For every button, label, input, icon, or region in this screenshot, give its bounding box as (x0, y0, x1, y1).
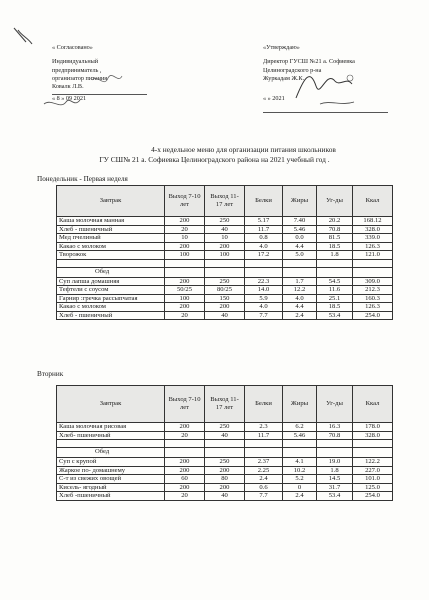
value-cell: 20 (165, 225, 205, 234)
column-header: Завтрак (57, 186, 165, 217)
value-cell: 100 (165, 251, 205, 260)
table-row (57, 277, 393, 286)
value-cell: 40 (205, 311, 245, 320)
value-cell: 19.0 (317, 458, 353, 467)
column-header: Выход 7-10 лет (165, 186, 205, 217)
value-cell: 227.0 (353, 466, 393, 475)
value-cell: 200 (165, 242, 205, 251)
section-row (57, 448, 393, 458)
dish-name-cell: Хлеб - пшеничный (57, 225, 165, 234)
value-cell: 70.8 (317, 225, 353, 234)
column-header: Выход 11-17 лет (205, 386, 245, 423)
blank-row (57, 440, 393, 448)
section-row (57, 267, 393, 277)
value-cell: 5.9 (245, 294, 283, 303)
dish-name-cell: Суп с крупой (57, 458, 165, 467)
page-title (0, 145, 429, 165)
day-label-monday: Понедельник - Первая неделя (37, 175, 128, 183)
value-cell: 7.7 (245, 492, 283, 501)
empty-cell (165, 259, 205, 267)
column-header: Белки (245, 386, 283, 423)
table-row (57, 234, 393, 243)
approval-left-line: организатор питания (52, 74, 108, 82)
value-cell: 250 (205, 217, 245, 226)
dish-name-cell: Каша молочная рисовая (57, 423, 165, 432)
value-cell: 309.0 (353, 277, 393, 286)
value-cell: 40 (205, 225, 245, 234)
value-cell: 122.2 (353, 458, 393, 467)
value-cell: 14.0 (245, 286, 283, 295)
value-cell: 168.12 (353, 217, 393, 226)
column-header: Белки (245, 186, 283, 217)
dish-name-cell: С-т из свежих овощей (57, 475, 165, 484)
value-cell: 31.7 (317, 483, 353, 492)
empty-cell (205, 448, 245, 458)
approval-right-heading: «Утверждаю» (263, 44, 300, 51)
table-row (57, 242, 393, 251)
empty-cell (165, 267, 205, 277)
approval-right-date: « » 2021 (263, 95, 285, 103)
value-cell: 250 (205, 458, 245, 467)
table-row (57, 483, 393, 492)
value-cell: 5.0 (283, 251, 317, 260)
value-cell: 50/25 (165, 286, 205, 295)
value-cell: 53.4 (317, 311, 353, 320)
value-cell: 200 (165, 277, 205, 286)
empty-cell (283, 448, 317, 458)
approval-left-line: Ковалк Л.В. (52, 83, 84, 91)
table-row (57, 225, 393, 234)
empty-cell (283, 259, 317, 267)
menu-table-tuesday (56, 385, 393, 501)
blank-row (57, 259, 393, 267)
column-header: Завтрак (57, 386, 165, 423)
empty-cell (245, 259, 283, 267)
value-cell: 25.1 (317, 294, 353, 303)
signature-scribble-left (4, 18, 144, 118)
value-cell: 5.2 (283, 475, 317, 484)
value-cell: 200 (165, 303, 205, 312)
value-cell: 4.4 (283, 242, 317, 251)
value-cell: 7.7 (245, 311, 283, 320)
value-cell: 11.7 (245, 225, 283, 234)
value-cell: 14.5 (317, 475, 353, 484)
value-cell: 16.3 (317, 423, 353, 432)
approval-left-line: предприниматель , (52, 66, 102, 74)
column-header: Уг-ды (317, 186, 353, 217)
value-cell: 150 (205, 294, 245, 303)
value-cell: 54.5 (317, 277, 353, 286)
value-cell: 5.46 (283, 225, 317, 234)
value-cell: 0.0 (283, 234, 317, 243)
menu-table-monday (56, 185, 393, 320)
column-header: Ккал (353, 186, 393, 217)
value-cell: 212.3 (353, 286, 393, 295)
table-row (57, 294, 393, 303)
dish-name-cell: Какао с молоком (57, 242, 165, 251)
value-cell: 4.0 (283, 294, 317, 303)
value-cell: 1.8 (317, 251, 353, 260)
title-line-1: 4-х недельное меню для организации питания школьников (151, 145, 336, 154)
dish-name-cell: Мед пчелиный (57, 234, 165, 243)
table-row (57, 423, 393, 432)
value-cell: 81.5 (317, 234, 353, 243)
value-cell: 20 (165, 492, 205, 501)
value-cell: 328.0 (353, 431, 393, 440)
column-header: Жиры (283, 386, 317, 423)
empty-cell (57, 440, 165, 448)
value-cell: 200 (205, 242, 245, 251)
approval-left-line: Индивидуальный (52, 58, 99, 66)
value-cell: 101.0 (353, 475, 393, 484)
day-label-tuesday: Вторник (37, 370, 64, 378)
value-cell: 2.4 (245, 475, 283, 484)
column-header: Уг-ды (317, 386, 353, 423)
value-cell: 5.17 (245, 217, 283, 226)
value-cell: 40 (205, 492, 245, 501)
value-cell: 4.1 (283, 458, 317, 467)
section-label: Обед (57, 448, 165, 458)
value-cell: 100 (205, 251, 245, 260)
value-cell: 2.37 (245, 458, 283, 467)
value-cell: 80 (205, 475, 245, 484)
value-cell: 10 (205, 234, 245, 243)
empty-cell (317, 259, 353, 267)
column-header: Выход 11-17 лет (205, 186, 245, 217)
approval-right-line: Журкадам Ж.К. (263, 74, 305, 82)
value-cell: 18.5 (317, 303, 353, 312)
dish-name-cell: Хлеб -пшеничный (57, 492, 165, 501)
value-cell: 2.25 (245, 466, 283, 475)
value-cell: 126.3 (353, 303, 393, 312)
value-cell: 100 (165, 294, 205, 303)
value-cell: 200 (165, 458, 205, 467)
dish-name-cell: Каша молочная манная (57, 217, 165, 226)
empty-cell (165, 448, 205, 458)
value-cell: 6.2 (283, 423, 317, 432)
value-cell: 200 (165, 217, 205, 226)
value-cell: 2.4 (283, 311, 317, 320)
empty-cell (205, 440, 245, 448)
empty-cell (205, 267, 245, 277)
empty-cell (353, 267, 393, 277)
value-cell: 200 (205, 483, 245, 492)
table-row (57, 475, 393, 484)
empty-cell (353, 259, 393, 267)
value-cell: 178.0 (353, 423, 393, 432)
value-cell: 4.4 (283, 303, 317, 312)
value-cell: 121.0 (353, 251, 393, 260)
table-row (57, 251, 393, 260)
table-row (57, 492, 393, 501)
value-cell: 20 (165, 311, 205, 320)
section-label: Обед (57, 267, 165, 277)
value-cell: 200 (205, 303, 245, 312)
value-cell: 10 (165, 234, 205, 243)
value-cell: 250 (205, 277, 245, 286)
signature-scribble-right (290, 58, 410, 118)
empty-cell (165, 440, 205, 448)
value-cell: 53.4 (317, 492, 353, 501)
empty-cell (353, 440, 393, 448)
value-cell: 160.3 (353, 294, 393, 303)
title-line-2: ГУ СШ№ 21 а. Софиевка Целиноградского района на 2021 учебный год . (99, 155, 330, 164)
value-cell: 2.4 (283, 492, 317, 501)
value-cell: 12.2 (283, 286, 317, 295)
dish-name-cell: Жаркое по- домашнему (57, 466, 165, 475)
empty-cell (317, 267, 353, 277)
column-header: Ккал (353, 386, 393, 423)
value-cell: 254.0 (353, 492, 393, 501)
table-row (57, 458, 393, 467)
dish-name-cell: Какао с молоком (57, 303, 165, 312)
value-cell: 0 (283, 483, 317, 492)
table-row (57, 286, 393, 295)
value-cell: 20.2 (317, 217, 353, 226)
value-cell: 60 (165, 475, 205, 484)
value-cell: 254.0 (353, 311, 393, 320)
value-cell: 10.2 (283, 466, 317, 475)
value-cell: 2.3 (245, 423, 283, 432)
empty-cell (245, 448, 283, 458)
value-cell: 11.6 (317, 286, 353, 295)
value-cell: 200 (165, 466, 205, 475)
dish-name-cell: Творожок (57, 251, 165, 260)
empty-cell (283, 267, 317, 277)
table-row (57, 303, 393, 312)
empty-cell (283, 440, 317, 448)
empty-cell (317, 448, 353, 458)
column-header: Выход 7-10 лет (165, 386, 205, 423)
value-cell: 200 (165, 423, 205, 432)
approval-left-heading: « Согласовано» (52, 44, 93, 51)
dish-name-cell: Гарнир :гречка рассыпчатая (57, 294, 165, 303)
value-cell: 0.6 (245, 483, 283, 492)
dish-name-cell: Хлеб- пшеничный (57, 431, 165, 440)
value-cell: 22.3 (245, 277, 283, 286)
table-row (57, 431, 393, 440)
value-cell: 200 (205, 466, 245, 475)
approval-right-line: Целиноградского р-на (263, 66, 322, 74)
value-cell: 328.0 (353, 225, 393, 234)
value-cell: 250 (205, 423, 245, 432)
value-cell: 17.2 (245, 251, 283, 260)
table-row (57, 217, 393, 226)
approval-left-date: « 8 » 09 2021 (52, 95, 87, 103)
value-cell: 4.0 (245, 242, 283, 251)
empty-cell (205, 259, 245, 267)
approval-right-line: Директор ГУСШ №21 а. Софиевка (263, 58, 355, 66)
value-cell: 339.0 (353, 234, 393, 243)
value-cell: 125.0 (353, 483, 393, 492)
dish-name-cell: Кисель- ягодный (57, 483, 165, 492)
value-cell: 5.46 (283, 431, 317, 440)
value-cell: 7.40 (283, 217, 317, 226)
value-cell: 4.0 (245, 303, 283, 312)
value-cell: 1.8 (317, 466, 353, 475)
column-header: Жиры (283, 186, 317, 217)
empty-cell (353, 448, 393, 458)
empty-cell (245, 267, 283, 277)
value-cell: 40 (205, 431, 245, 440)
value-cell: 20 (165, 431, 205, 440)
value-cell: 1.7 (283, 277, 317, 286)
empty-cell (57, 259, 165, 267)
empty-cell (317, 440, 353, 448)
dish-name-cell: Тефтели с соусом (57, 286, 165, 295)
value-cell: 200 (165, 483, 205, 492)
dish-name-cell: Хлеб - пшеничный (57, 311, 165, 320)
value-cell: 11.7 (245, 431, 283, 440)
value-cell: 0.8 (245, 234, 283, 243)
empty-cell (245, 440, 283, 448)
table-row (57, 466, 393, 475)
value-cell: 126.3 (353, 242, 393, 251)
value-cell: 80/25 (205, 286, 245, 295)
table-row (57, 311, 393, 320)
value-cell: 18.5 (317, 242, 353, 251)
dish-name-cell: Суп лапша домашняя (57, 277, 165, 286)
value-cell: 70.8 (317, 431, 353, 440)
